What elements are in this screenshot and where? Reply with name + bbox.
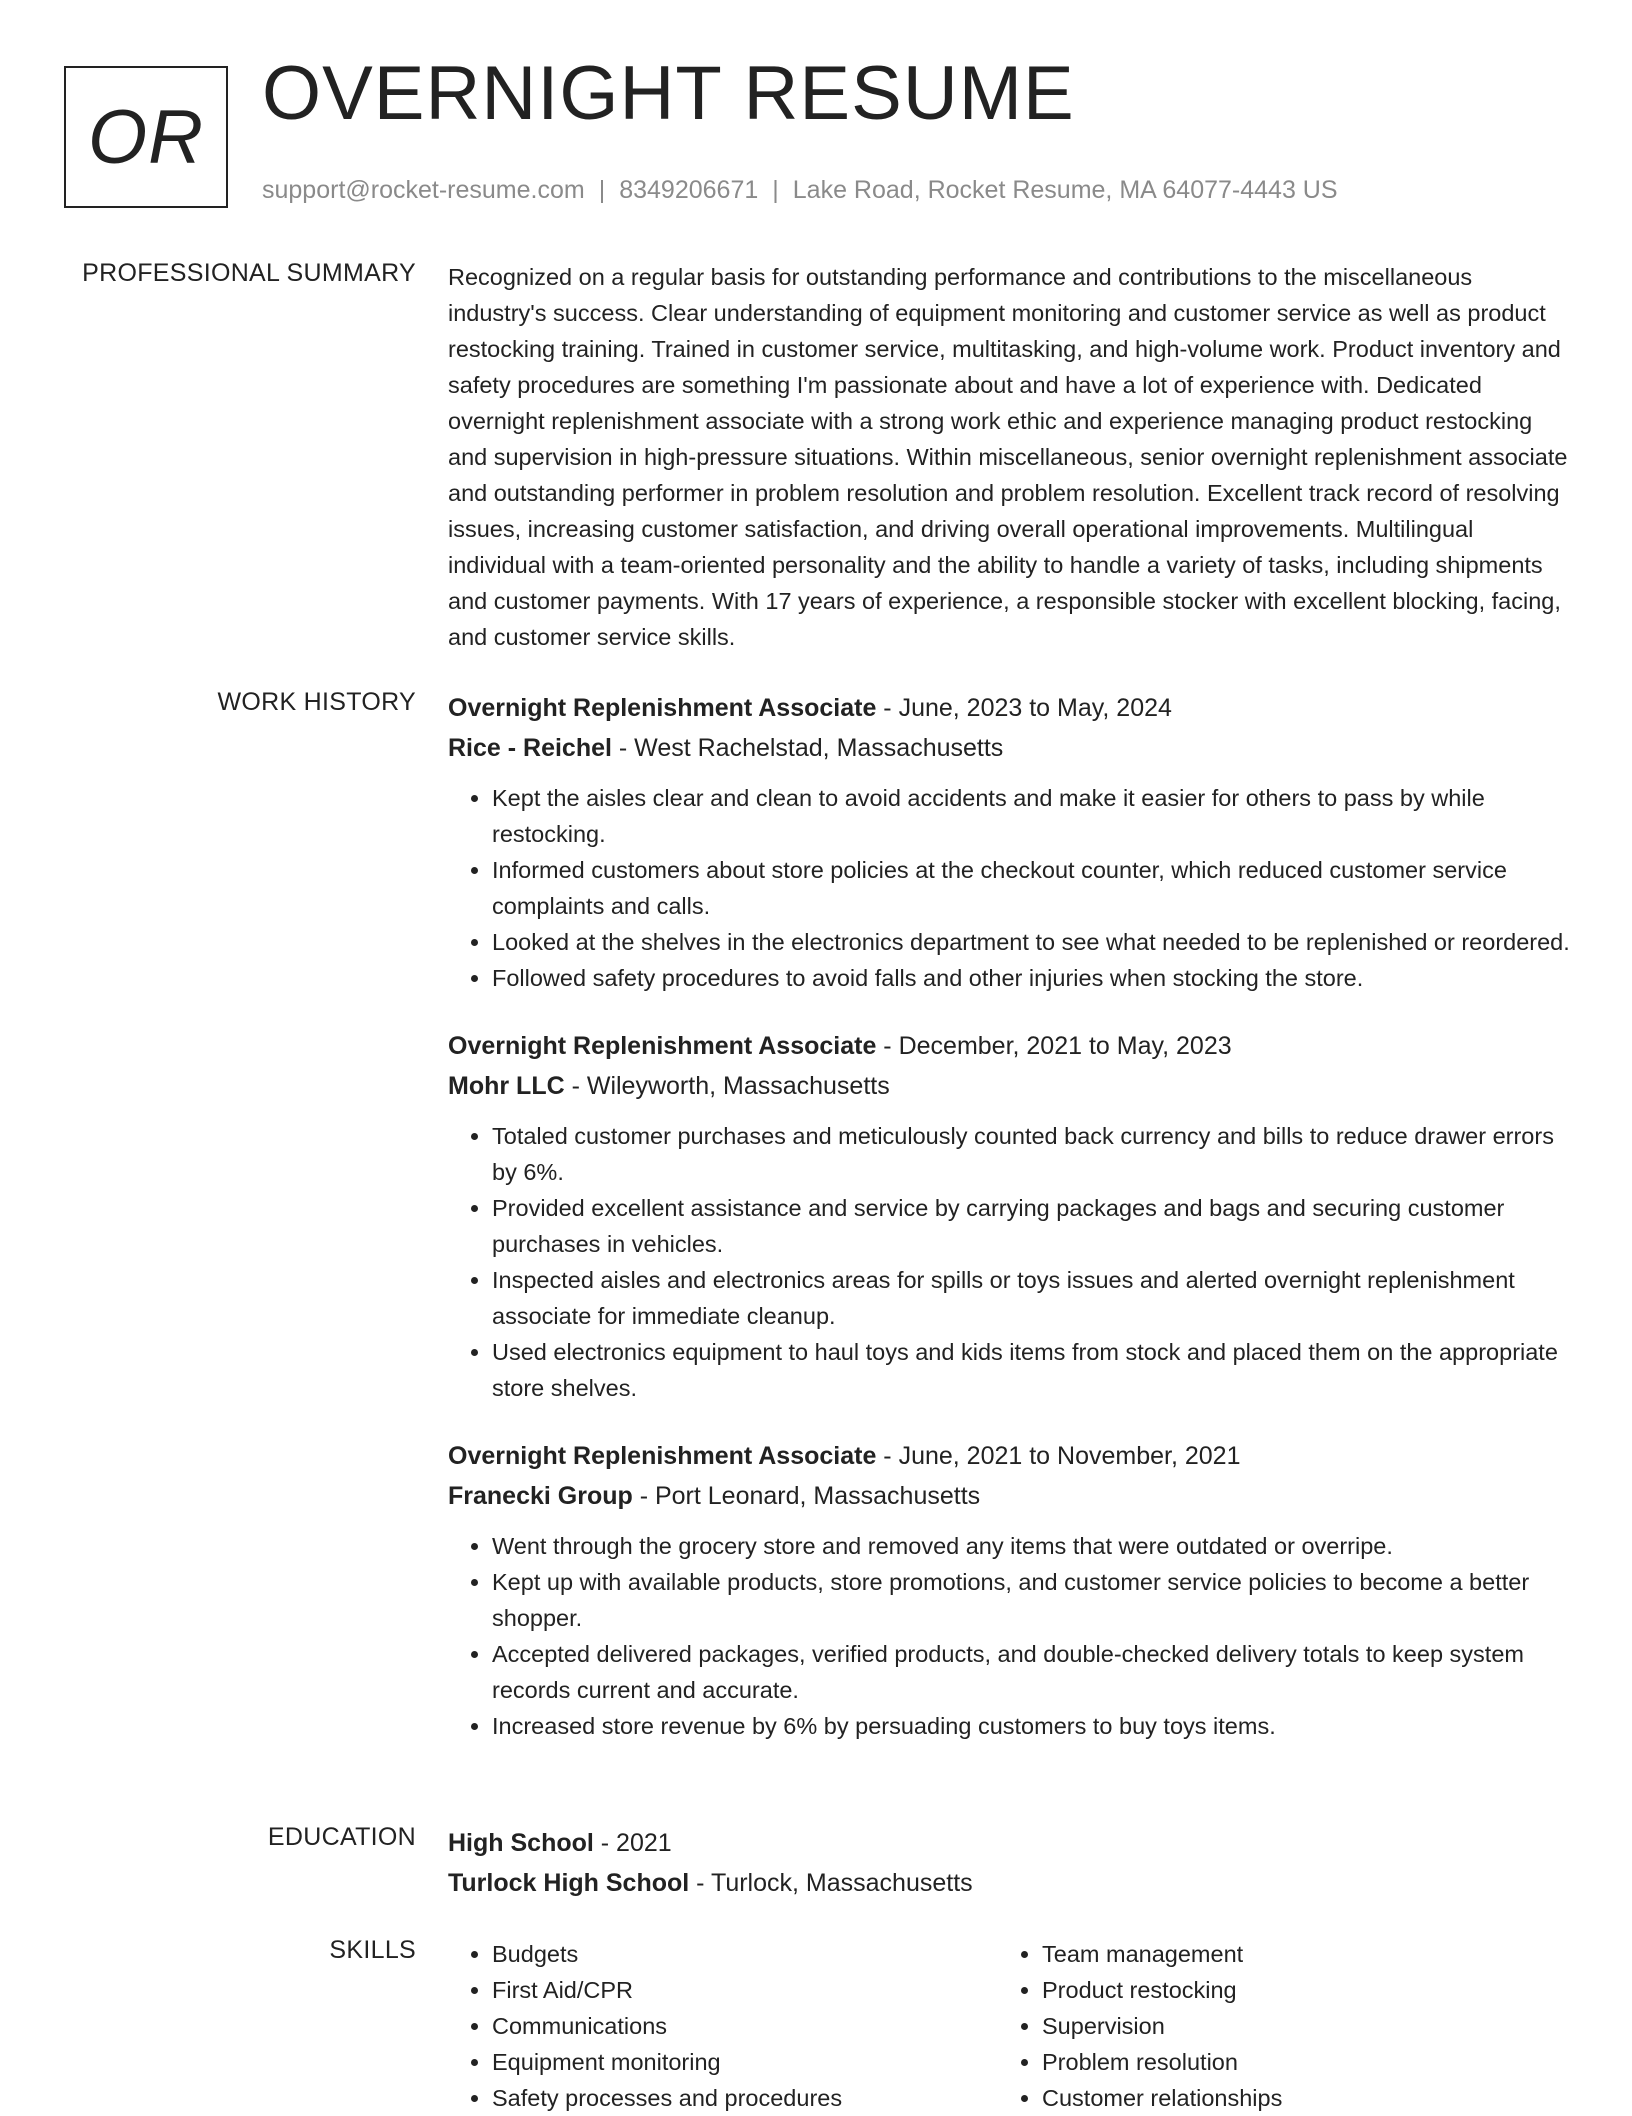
job-bullet: • Followed safety procedures to avoid falls and other injuries when stocking the store. bbox=[492, 960, 1570, 996]
education-body bbox=[448, 1823, 1570, 1903]
job-dates: - December, 2021 to May, 2023 bbox=[876, 1032, 1232, 1060]
skill-item: • Safety processes and procedures bbox=[492, 2080, 998, 2116]
skill-item: • Team management bbox=[1042, 1936, 1548, 1972]
job-title-line bbox=[448, 688, 1570, 728]
job-bullet: • Kept up with available products, store promotions, and customer service policies to become a better shopper. bbox=[492, 1564, 1570, 1636]
skills-body bbox=[448, 1936, 1570, 2116]
job-bullets bbox=[448, 1528, 1570, 1744]
job-entry bbox=[448, 688, 1570, 996]
job-title: Overnight Replenishment Associate bbox=[448, 694, 877, 722]
job-title-line bbox=[448, 1436, 1570, 1476]
job-bullet: • Informed customers about store policies at the checkout counter, which reduced customer service complaints and calls. bbox=[492, 852, 1570, 924]
skill-item: • Supervision bbox=[1042, 2008, 1548, 2044]
job-bullet: • Kept the aisles clear and clean to avoid accidents and make it easier for others to pass by while restocking. bbox=[492, 780, 1570, 852]
contact-separator: | bbox=[772, 176, 779, 204]
education-degree: High School bbox=[448, 1829, 594, 1857]
summary-heading: PROFESSIONAL SUMMARY bbox=[82, 259, 416, 287]
job-company: Mohr LLC bbox=[448, 1072, 565, 1100]
skills-column-right bbox=[998, 1936, 1548, 2116]
contact-email[interactable]: support@rocket-resume.com bbox=[262, 176, 585, 204]
skills-list bbox=[998, 1936, 1548, 2116]
monogram-logo: OR bbox=[64, 66, 228, 208]
education-degree-line bbox=[448, 1823, 1570, 1863]
skills-grid bbox=[448, 1936, 1570, 2116]
summary-text: Recognized on a regular basis for outstanding performance and contributions to the miscellaneous industry's success. Clear understanding of equipment monitoring and customer service as well as product restocking training. Trained in customer service, multitasking, and high-volume work. Product inventory and safety procedures are something I'm passionate about and have a lot of experience with. Dedicated overnight replenishment associate with a strong work ethic and experience managing product restocking and supervision in high-pressure situations. Within miscellaneous, senior overnight replenishment associate and outstanding performer in problem resolution and problem resolution. Excellent track record of resolving issues, increasing customer satisfaction, and driving overall operational improvements. Multilingual individual with a team-oriented personality and the ability to handle a variety of tasks, including shipments and customer payments. With 17 years of experience, a responsible stocker with excellent blocking, facing, and customer service skills. bbox=[448, 264, 1568, 650]
skill-item: • Problem resolution bbox=[1042, 2044, 1548, 2080]
job-dates: - June, 2023 to May, 2024 bbox=[876, 694, 1172, 722]
education-location: - Turlock, Massachusetts bbox=[689, 1869, 973, 1897]
skill-item: • First Aid/CPR bbox=[492, 1972, 998, 2008]
job-bullet: • Increased store revenue by 6% by persuading customers to buy toys items. bbox=[492, 1708, 1570, 1744]
skills-column-left bbox=[448, 1936, 998, 2116]
skill-item: • Budgets bbox=[492, 1936, 998, 1972]
skills-heading: SKILLS bbox=[329, 1936, 416, 1964]
work-history-body bbox=[448, 688, 1570, 1774]
job-dates: - June, 2021 to November, 2021 bbox=[876, 1442, 1241, 1470]
contact-line bbox=[262, 176, 1338, 205]
job-bullet: • Looked at the shelves in the electronics department to see what needed to be replenished or reordered. bbox=[492, 924, 1570, 960]
skill-item: • Customer relationships bbox=[1042, 2080, 1548, 2116]
contact-separator: | bbox=[598, 176, 606, 204]
education-heading: EDUCATION bbox=[267, 1823, 416, 1851]
skill-item: • Communications bbox=[492, 2008, 998, 2044]
job-location: - West Rachelstad, Massachusetts bbox=[611, 734, 1004, 762]
job-company: Franecki Group bbox=[448, 1482, 633, 1510]
work-history-heading: WORK HISTORY bbox=[217, 688, 416, 716]
contact-address: Lake Road, Rocket Resume, MA 64077-4443 US bbox=[792, 176, 1338, 204]
education-school-line bbox=[448, 1863, 1570, 1903]
skill-item: • Product restocking bbox=[1042, 1972, 1548, 2008]
job-bullet: • Provided excellent assistance and service by carrying packages and bags and securing customer purchases in vehicles. bbox=[492, 1190, 1570, 1262]
job-entry bbox=[448, 1026, 1570, 1406]
resume-name: OVERNIGHT RESUME bbox=[262, 51, 1075, 136]
job-company-line bbox=[448, 1066, 1570, 1106]
job-bullets bbox=[448, 780, 1570, 996]
education-school: Turlock High School bbox=[448, 1869, 690, 1897]
job-bullet: • Totaled customer purchases and meticulously counted back currency and bills to reduce drawer errors by 6%. bbox=[492, 1118, 1570, 1190]
job-entry bbox=[448, 1436, 1570, 1744]
job-bullet: • Went through the grocery store and removed any items that were outdated or overripe. bbox=[492, 1528, 1570, 1564]
job-bullet: • Inspected aisles and electronics areas for spills or toys issues and alerted overnight replenishment associate for immediate cleanup. bbox=[492, 1262, 1570, 1334]
job-bullet: • Used electronics equipment to haul toys and kids items from stock and placed them on the appropriate store shelves. bbox=[492, 1334, 1570, 1406]
job-title-line bbox=[448, 1026, 1570, 1066]
job-company-line bbox=[448, 728, 1570, 768]
job-company-line bbox=[448, 1476, 1570, 1516]
job-location: - Port Leonard, Massachusetts bbox=[632, 1482, 981, 1510]
job-bullet: • Accepted delivered packages, verified products, and double-checked delivery totals to keep system records current and accurate. bbox=[492, 1636, 1570, 1708]
job-company: Rice - Reichel bbox=[448, 734, 612, 762]
job-title: Overnight Replenishment Associate bbox=[448, 1032, 877, 1060]
skill-item: • Equipment monitoring bbox=[492, 2044, 998, 2080]
job-bullets bbox=[448, 1118, 1570, 1406]
contact-phone[interactable]: 8349206671 bbox=[619, 176, 759, 204]
skills-list bbox=[448, 1936, 998, 2116]
job-location: - Wileyworth, Massachusetts bbox=[564, 1072, 890, 1100]
education-year: - 2021 bbox=[593, 1829, 672, 1857]
job-title: Overnight Replenishment Associate bbox=[448, 1442, 877, 1470]
summary-body bbox=[448, 259, 1570, 655]
